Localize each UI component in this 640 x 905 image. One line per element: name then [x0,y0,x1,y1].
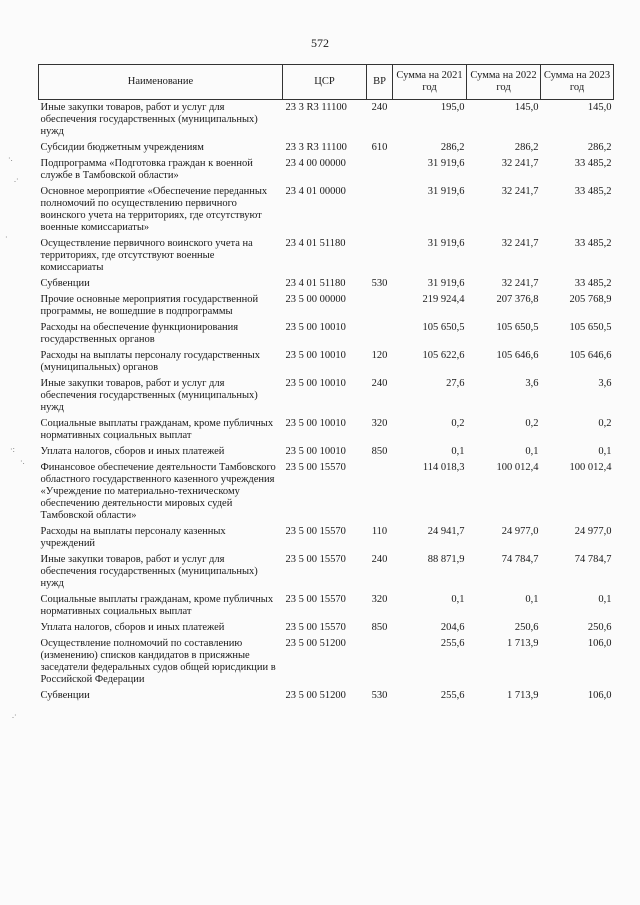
header-sum-2023: Сумма на 2023 год [541,65,614,100]
scan-speck: .· [14,175,19,184]
row-vr [367,294,393,322]
row-vr: 240 [371,378,388,389]
row-sum-2022: 286,2 [514,142,539,153]
row-csr: 23 4 01 00000 [285,186,346,197]
row-name: Прочие основные мероприятия государственной программы, не вошедшие в подпрограммы [40,294,259,317]
row-sum-2021: 0,2 [451,418,465,429]
row-sum-2023: 0,2 [598,418,612,429]
table-row [39,186,614,238]
row-vr: 320 [371,418,388,429]
row-sum-2022: 250,6 [514,622,539,633]
row-sum-2023: 3,6 [598,378,612,389]
row-csr: 23 5 00 10010 [285,350,346,361]
table-row [39,278,614,294]
row-sum-2023: 250,6 [587,622,612,633]
row-vr: 530 [371,278,388,289]
row-sum-2022: 0,2 [525,418,539,429]
row-csr: 23 4 00 00000 [285,158,346,169]
header-name: Наименование [39,65,283,100]
row-csr: 23 5 00 15570 [285,622,346,633]
row-vr: 110 [371,526,388,537]
row-vr [367,638,393,690]
row-sum-2023: 0,1 [598,446,612,457]
table-row [39,638,614,690]
row-csr: 23 5 00 51200 [285,690,346,701]
row-sum-2021: 31 919,6 [427,186,465,197]
row-vr: 120 [371,350,388,361]
row-sum-2021: 204,6 [440,622,465,633]
row-sum-2022: 32 241,7 [501,238,539,249]
row-csr: 23 5 00 10010 [285,322,346,333]
row-sum-2023: 0,1 [598,594,612,605]
row-csr: 23 5 00 15570 [285,554,346,565]
row-name: Уплата налогов, сборов и иных платежей [40,622,225,633]
row-sum-2022: 0,1 [525,446,539,457]
header-csr: ЦСР [283,65,367,100]
row-sum-2022: 32 241,7 [501,186,539,197]
scan-speck: · [5,233,8,242]
row-sum-2023: 33 485,2 [574,186,612,197]
row-sum-2023: 106,0 [587,638,612,649]
row-name: Социальные выплаты гражданам, кроме публичных нормативных социальных выплат [40,594,274,617]
row-sum-2022: 24 977,0 [501,526,539,537]
table-row [39,322,614,350]
row-vr: 850 [371,446,388,457]
row-sum-2022: 145,0 [514,102,539,113]
row-csr: 23 5 00 10010 [285,378,346,389]
table-row [39,462,614,526]
table-row [39,100,614,143]
row-vr: 850 [371,622,388,633]
row-sum-2021: 255,6 [440,638,465,649]
row-name: Субвенции [40,690,90,701]
row-sum-2021: 219 924,4 [422,294,465,305]
row-vr [367,186,393,238]
row-sum-2022: 0,1 [525,594,539,605]
row-sum-2021: 88 871,9 [427,554,465,565]
row-vr [367,238,393,278]
row-sum-2023: 145,0 [587,102,612,113]
scan-speck: ·. [8,154,13,163]
row-name: Субвенции [40,278,90,289]
row-name: Иные закупки товаров, работ и услуг для обеспечения государственных (муниципальных) нужд [40,378,258,413]
row-vr: 320 [371,594,388,605]
row-name: Уплата налогов, сборов и иных платежей [40,446,225,457]
row-sum-2021: 0,1 [451,446,465,457]
row-sum-2022: 105 646,6 [496,350,539,361]
row-csr: 23 5 00 10010 [285,446,346,457]
row-vr [367,158,393,186]
row-sum-2021: 31 919,6 [427,238,465,249]
row-sum-2021: 105 622,6 [422,350,465,361]
row-sum-2021: 114 018,3 [422,462,465,473]
row-name: Иные закупки товаров, работ и услуг для обеспечения государственных (муниципальных) нужд [40,554,258,589]
row-sum-2022: 1 713,9 [507,690,539,701]
row-csr: 23 3 R3 11100 [285,142,347,153]
row-sum-2023: 106,0 [587,690,612,701]
row-sum-2022: 105 650,5 [496,322,539,333]
row-vr: 530 [371,690,388,701]
row-sum-2022: 32 241,7 [501,278,539,289]
row-name: Иные закупки товаров, работ и услуг для обеспечения государственных (муниципальных) нужд [40,102,258,137]
row-name: Субсидии бюджетным учреждениям [40,142,204,153]
row-csr: 23 4 01 51180 [285,238,346,249]
table-row [39,622,614,638]
row-name: Социальные выплаты гражданам, кроме публичных нормативных социальных выплат [40,418,274,441]
row-csr: 23 3 R3 11100 [285,102,347,113]
row-sum-2022: 207 376,8 [496,294,539,305]
row-sum-2023: 74 784,7 [574,554,612,565]
row-sum-2023: 286,2 [587,142,612,153]
budget-table [38,64,614,706]
table-row [39,238,614,278]
row-sum-2023: 205 768,9 [569,294,612,305]
row-vr [367,322,393,350]
table-row [39,526,614,554]
row-vr: 240 [371,554,388,565]
row-sum-2021: 0,1 [451,594,465,605]
table-row [39,554,614,594]
row-csr: 23 5 00 15570 [285,526,346,537]
header-sum-2022: Сумма на 2022 год [467,65,541,100]
row-csr: 23 4 01 51180 [285,278,346,289]
row-sum-2023: 100 012,4 [569,462,612,473]
row-sum-2021: 31 919,6 [427,158,465,169]
row-sum-2023: 105 650,5 [569,322,612,333]
scan-speck: .· [12,711,17,720]
page-number: 572 [311,36,329,50]
row-sum-2022: 1 713,9 [507,638,539,649]
row-vr [367,462,393,526]
row-name: Финансовое обеспечение деятельности Тамбовского областного государственного казенного учреждения «Учреждение по материально-техническому обеспечению деятельности мировых судей Тамбовской области» [40,462,276,521]
row-sum-2021: 27,6 [446,378,465,389]
row-sum-2022: 74 784,7 [501,554,539,565]
table-row [39,142,614,158]
row-sum-2023: 33 485,2 [574,158,612,169]
row-vr: 240 [371,102,388,113]
scan-speck: ·. [20,457,25,466]
table-row [39,418,614,446]
row-sum-2023: 33 485,2 [574,238,612,249]
header-vr: ВР [367,65,393,100]
row-sum-2021: 24 941,7 [427,526,465,537]
row-sum-2021: 255,6 [440,690,465,701]
row-sum-2021: 195,0 [440,102,465,113]
table-row [39,294,614,322]
row-sum-2023: 24 977,0 [574,526,612,537]
row-name: Расходы на обеспечение функционирования государственных органов [40,322,239,345]
row-sum-2023: 33 485,2 [574,278,612,289]
row-name: Расходы на выплаты персоналу казенных учреждений [40,526,226,549]
row-sum-2022: 3,6 [525,378,539,389]
table-row [39,158,614,186]
row-sum-2022: 32 241,7 [501,158,539,169]
header-sum-2021: Сумма на 2021 год [393,65,467,100]
table-row [39,378,614,418]
table-row [39,350,614,378]
row-sum-2021: 286,2 [440,142,465,153]
row-csr: 23 5 00 51200 [285,638,346,649]
row-csr: 23 5 00 10010 [285,418,346,429]
row-vr: 610 [371,142,388,153]
row-csr: 23 5 00 15570 [285,594,346,605]
row-sum-2022: 100 012,4 [496,462,539,473]
row-name: Осуществление первичного воинского учета на территориях, где отсутствуют военные комиссариаты [40,238,253,273]
row-name: Основное мероприятие «Обеспечение переданных полномочий по осуществлению первичного воинского учета на территориях, где отсутствуют военные комиссариаты» [40,186,268,233]
table-row [39,690,614,706]
row-sum-2023: 105 646,6 [569,350,612,361]
row-name: Подпрограмма «Подготовка граждан к военной службе в Тамбовской области» [40,158,253,181]
table-row [39,594,614,622]
row-csr: 23 5 00 00000 [285,294,346,305]
row-sum-2021: 31 919,6 [427,278,465,289]
table-header-row [39,65,614,100]
scan-speck: ·: [10,445,15,454]
row-csr: 23 5 00 15570 [285,462,346,473]
row-sum-2021: 105 650,5 [422,322,465,333]
table-row [39,446,614,462]
row-name: Расходы на выплаты персоналу государственных (муниципальных) органов [40,350,260,373]
row-name: Осуществление полномочий по составлению (изменению) списков кандидатов в присяжные заседатели федеральных судов общей юрисдикции в Российской Федерации [40,638,276,685]
